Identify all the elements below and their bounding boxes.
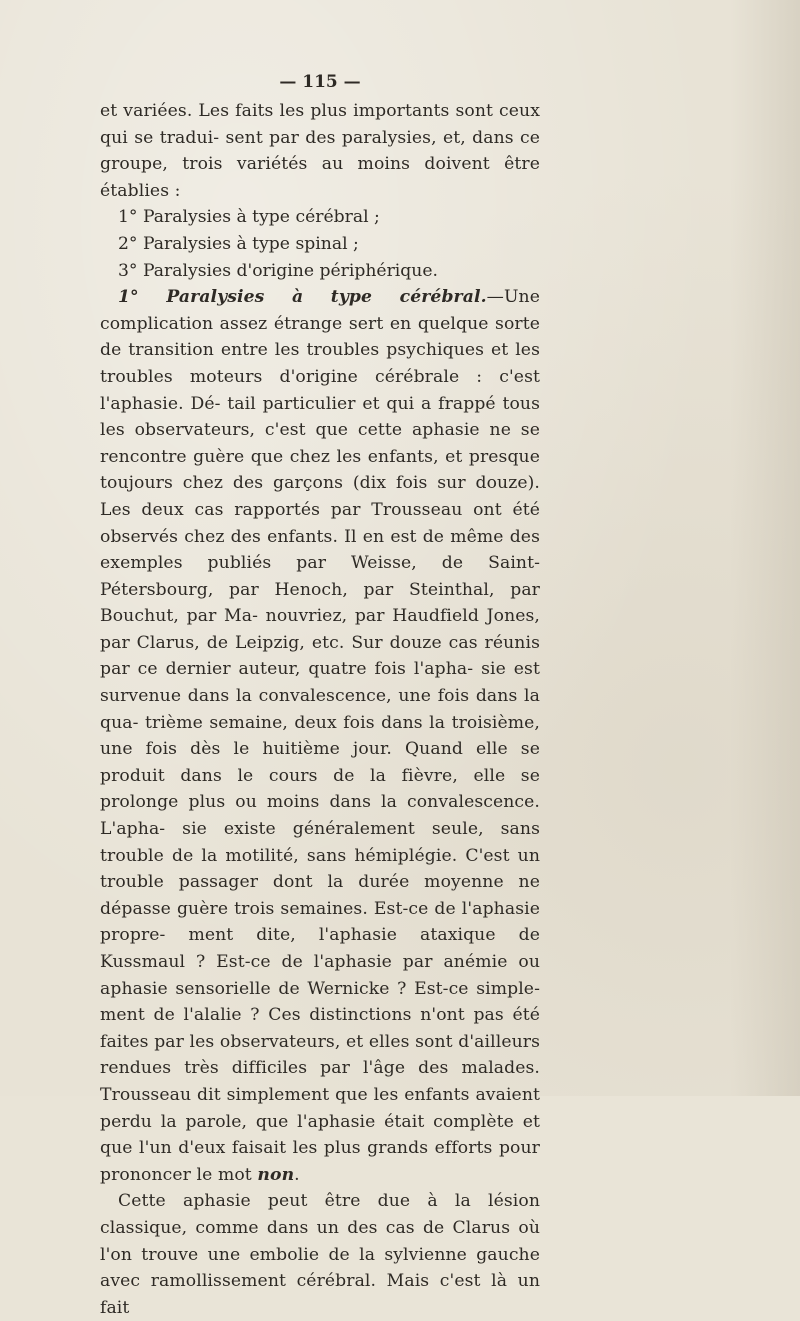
paragraph-lesion: Cette aphasie peut être due à la lésion classique, comme dans un des cas de Clarus où l'on trouve une embolie de la sylvienne gauche avec ramollissement cérébral. Mais c'est là un fait — [100, 1191, 540, 1318]
paragraph-aphasia-end: . — [294, 1164, 300, 1185]
paragraph-aphasia — [100, 284, 540, 1188]
list-item-cerebral: 1° Paralysies à type cérébral ; — [118, 207, 380, 228]
page-edge-shadow — [730, 0, 800, 1096]
list-item-peripheral: 3° Paralysies d'origine périphérique. — [118, 260, 439, 281]
section-heading: 1° Paralysies à type cérébral. — [118, 287, 487, 308]
paragraph-intro: et variées. Les faits les plus importants sont ceux qui se tradui- sent par des paralysies, et, dans ce groupe, trois variétés au moins doivent être établies : — [100, 101, 540, 201]
page-content — [100, 70, 540, 1321]
italic-word-non: non — [257, 1164, 295, 1185]
list-item-spinal: 2° Paralysies à type spinal ; — [118, 233, 359, 254]
paragraph-aphasia-text: —Une complication assez étrange sert en quelque sorte de transition entre les troubles psychiques et les troubles moteurs d'origine cérébrale : c'est l'aphasie. Dé- tail particulier et qui a frappé tous les observateurs, c'est que cette aphasie ne se rencontre guère que chez les enfants, et presque toujours chez des garçons (dix fois sur douze). Les deux cas rapportés par Trousseau ont été observés chez des enfants. Il en est de même des exemples publiés par Weisse, de Saint- Pétersbourg, par Henoch, par Steinthal, par Bouchut, par Ma- nouvriez, par Haudfield Jones, par Clarus, de Leipzig, etc. Sur douze cas réunis par ce dernier auteur, quatre fois l'apha- sie est survenue dans la convalescence, une fois dans la qua- trième semaine, deux fois dans la troisième, une fois dès le huitième jour. Quand elle se produit dans le cours de la fièvre, elle se prolonge plus ou moins dans la convalescence. L'apha- sie existe généralement seule, sans trouble de la motilité, sans hémiplégie. C'est un trouble passager dont la durée moyenne ne dépasse guère trois semaines. Est-ce de l'aphasie propre- ment dite, l'aphasie ataxique de Kussmaul ? Est-ce de l'aphasie par anémie ou aphasie sensorielle de Wernicke ? Est-ce simple- ment de l'alalie ? Ces distinctions n'ont pas été faites par les observateurs, et elles sont d'ailleurs rendues très difficiles par l'âge des malades. Trousseau dit simplement que les enfants avaient perdu la parole, que l'aphasie était complète et que l'un d'eux faisait les plus grands efforts pour prononcer le mot — [100, 287, 540, 1185]
page-number: — 115 — — [279, 72, 361, 92]
